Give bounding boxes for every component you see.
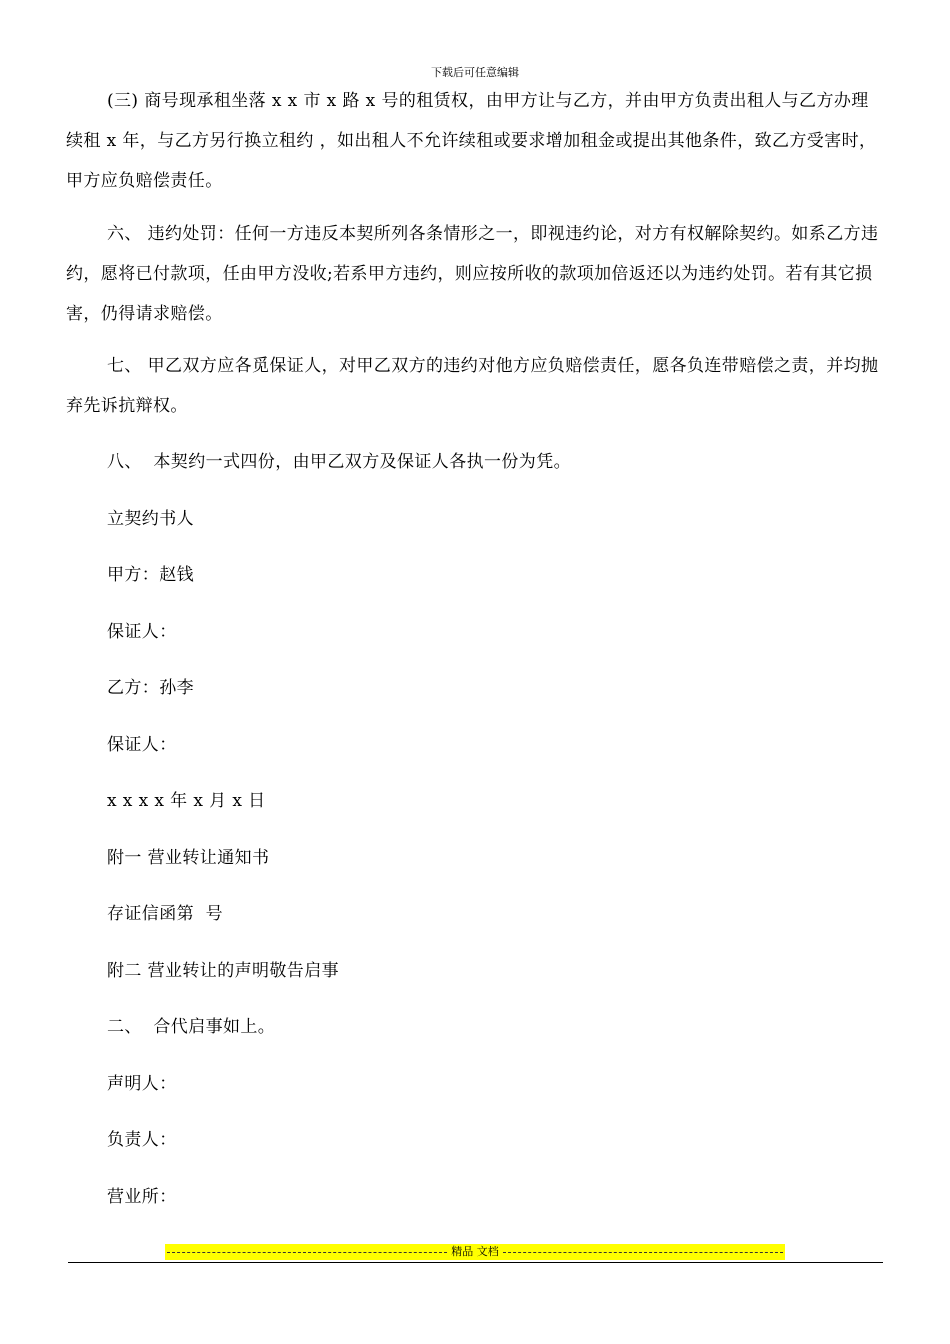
line-notice-combined: 二、 合代启事如上。 — [107, 1017, 276, 1037]
line-date: x x x x 年 x 月 x 日 — [107, 791, 266, 811]
footer-banner — [165, 1244, 785, 1260]
paragraph-breach-penalty — [66, 214, 886, 334]
line-signatories-heading: 立契约书人 — [107, 509, 194, 529]
line-attachment-1: 附一 营业转让通知书 — [107, 848, 270, 868]
line-guarantor-b: 保证人： — [107, 735, 177, 755]
line-attachment-2: 附二 营业转让的声明敬告启事 — [107, 961, 340, 981]
line-certified-letter: 存证信函第 号 — [107, 904, 224, 924]
line-party-b: 乙方：孙李 — [107, 678, 194, 698]
line-guarantor-a: 保证人： — [107, 622, 177, 642]
line-copies: 八、 本契约一式四份，由甲乙双方及保证人各执一份为凭。 — [107, 452, 572, 472]
footer-dash-right — [503, 1252, 783, 1253]
line-business-office: 营业所： — [107, 1187, 177, 1207]
paragraph-text: 七、 甲乙双方应各觅保证人，对甲乙双方的违约对他方应负赔偿责任，愿各负连带赔偿之责，并均抛弃先诉抗辩权。 — [66, 356, 879, 416]
header-note: 下载后可任意编辑 — [431, 66, 519, 79]
footer-rule — [68, 1262, 883, 1263]
paragraph-lease-transfer — [66, 81, 886, 201]
paragraph-text: (三) 商号现承租坐落 x x 市 x 路 x 号的租赁权，由甲方让与乙方，并由甲方负责出租人与乙方办理续租 x 年，与乙方另行换立租约 ，如出租人不允许续租或要求增加租金或提出其他条件，致乙方受害时，甲方应负赔偿责任。 — [66, 91, 877, 191]
line-party-a: 甲方：赵钱 — [107, 565, 194, 585]
footer-label: 精品 文档 — [451, 1245, 499, 1258]
footer-dash-left — [167, 1252, 447, 1253]
paragraph-guarantor — [66, 346, 886, 426]
line-person-in-charge: 负责人： — [107, 1130, 177, 1150]
paragraph-text: 六、 违约处罚：任何一方违反本契所列各条情形之一，即视违约论，对方有权解除契约。如系乙方违约，愿将已付款项，任由甲方没收;若系甲方违约，则应按所收的款项加倍返还以为违约处罚。若有其它损害，仍得请求赔偿。 — [66, 224, 879, 324]
line-declarant: 声明人： — [107, 1074, 177, 1094]
